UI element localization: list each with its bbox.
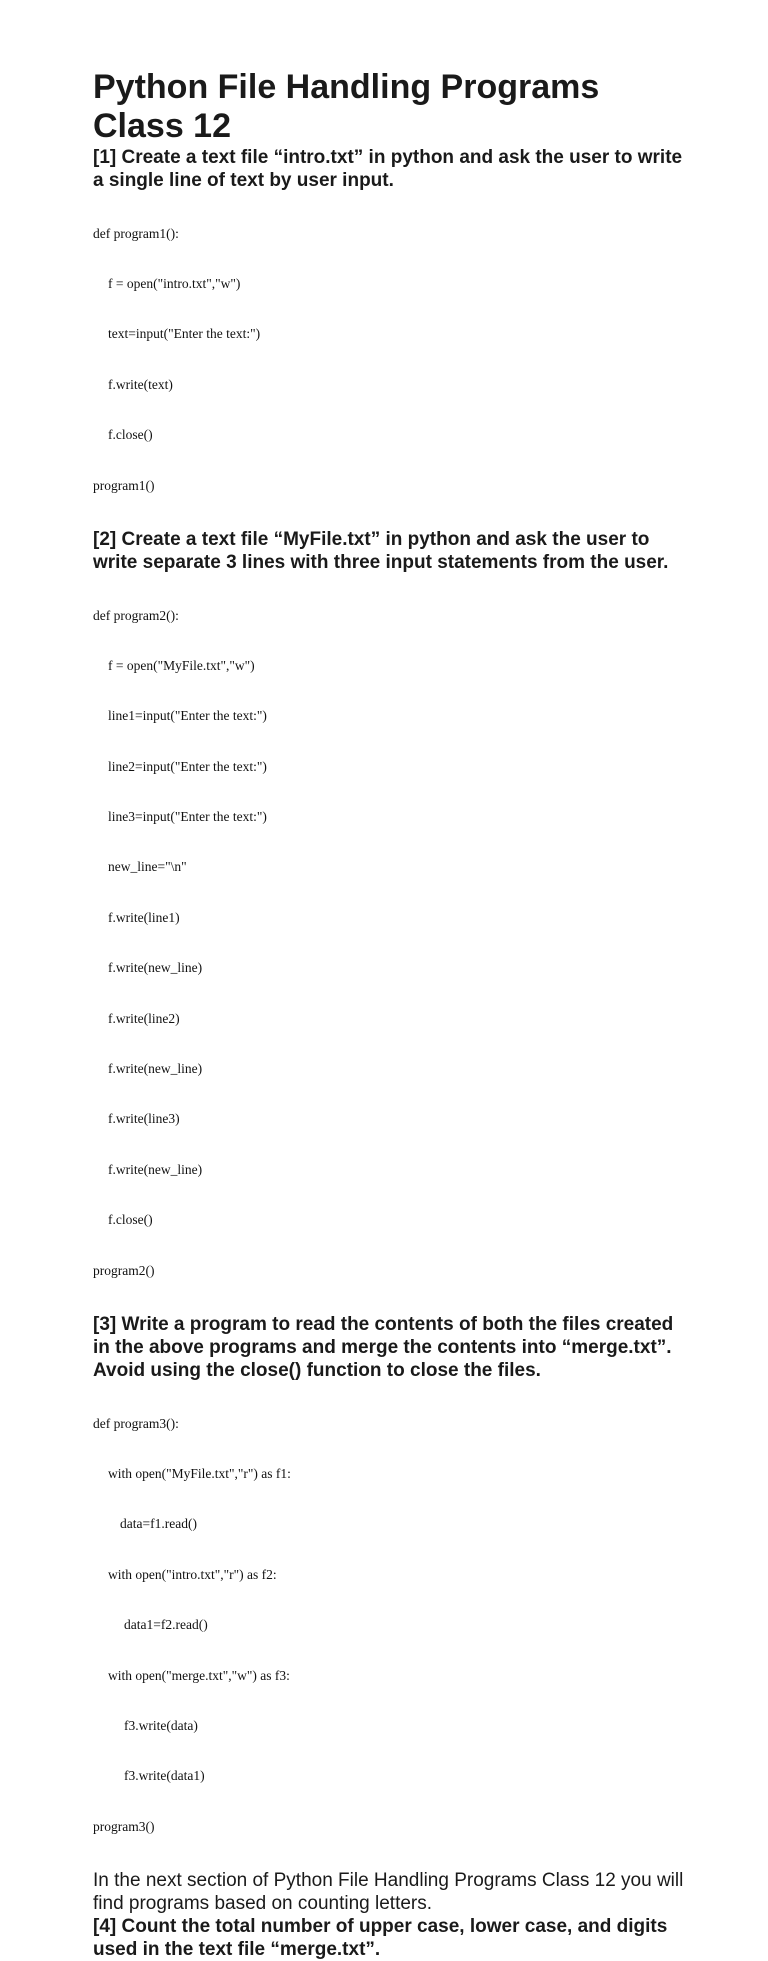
code-line: f = open("MyFile.txt","w"): [108, 657, 255, 673]
code-line: program1(): [93, 477, 155, 493]
code-line: data=f1.read(): [120, 1516, 197, 1532]
page-title: Python File Handling Programs Class 12: [93, 68, 600, 145]
code-line: with open("merge.txt","w") as f3:: [108, 1667, 290, 1683]
code-line: def program1():: [93, 225, 179, 241]
intro-paragraph: In the next section of Python File Handling Programs Class 12 you will find programs based on counting letters.: [93, 1870, 684, 1915]
article-content: [93, 68, 693, 1961]
code-line: f.write(line2): [108, 1010, 180, 1026]
code-line: f3.write(data1): [124, 1768, 205, 1784]
code-line: line2=input("Enter the text:"): [108, 758, 267, 774]
code-line: f.write(new_line): [108, 1061, 203, 1077]
code-line: f.write(text): [108, 376, 173, 392]
code-line: new_line="\n": [108, 859, 187, 875]
code-line: f.close(): [108, 1212, 153, 1228]
code-line: f3.write(data): [124, 1717, 198, 1733]
code-line: def program3():: [93, 1415, 179, 1431]
code-line: program3(): [93, 1818, 155, 1834]
section-1-code: [93, 192, 693, 528]
code-line: f.write(line3): [108, 1111, 180, 1127]
code-line: f.write(new_line): [108, 960, 203, 976]
code-line: f.write(line1): [108, 909, 180, 925]
section-3-code: [93, 1382, 693, 1869]
code-line: with open("intro.txt","r") as f2:: [108, 1566, 277, 1582]
code-line: line3=input("Enter the text:"): [108, 809, 267, 825]
section-1-heading: [1] Create a text file “intro.txt” in python and ask the user to write a single line of text by user input.: [93, 147, 683, 191]
code-line: f = open("intro.txt","w"): [108, 275, 241, 291]
section-2-heading: [2] Create a text file “MyFile.txt” in python and ask the user to write separate 3 lines with three input statements from the user.: [93, 528, 669, 573]
section-3-heading: [3] Write a program to read the contents of both the files created in the above programs and merge the contents into “merge.txt”. Avoid using the close() function to close the files.: [93, 1314, 674, 1381]
code-line: f.write(new_line): [108, 1161, 203, 1177]
code-line: f.close(): [108, 427, 153, 443]
code-line: program2(): [93, 1262, 155, 1278]
code-line: data1=f2.read(): [124, 1617, 208, 1633]
code-line: def program2():: [93, 607, 179, 623]
section-2-code: [93, 574, 693, 1313]
section-4-heading: [4] Count the total number of upper case, lower case, and digits used in the text file “merge.txt”.: [93, 1916, 668, 1961]
code-line: with open("MyFile.txt","r") as f1:: [108, 1465, 291, 1481]
code-line: text=input("Enter the text:"): [108, 326, 261, 342]
code-line: line1=input("Enter the text:"): [108, 708, 267, 724]
